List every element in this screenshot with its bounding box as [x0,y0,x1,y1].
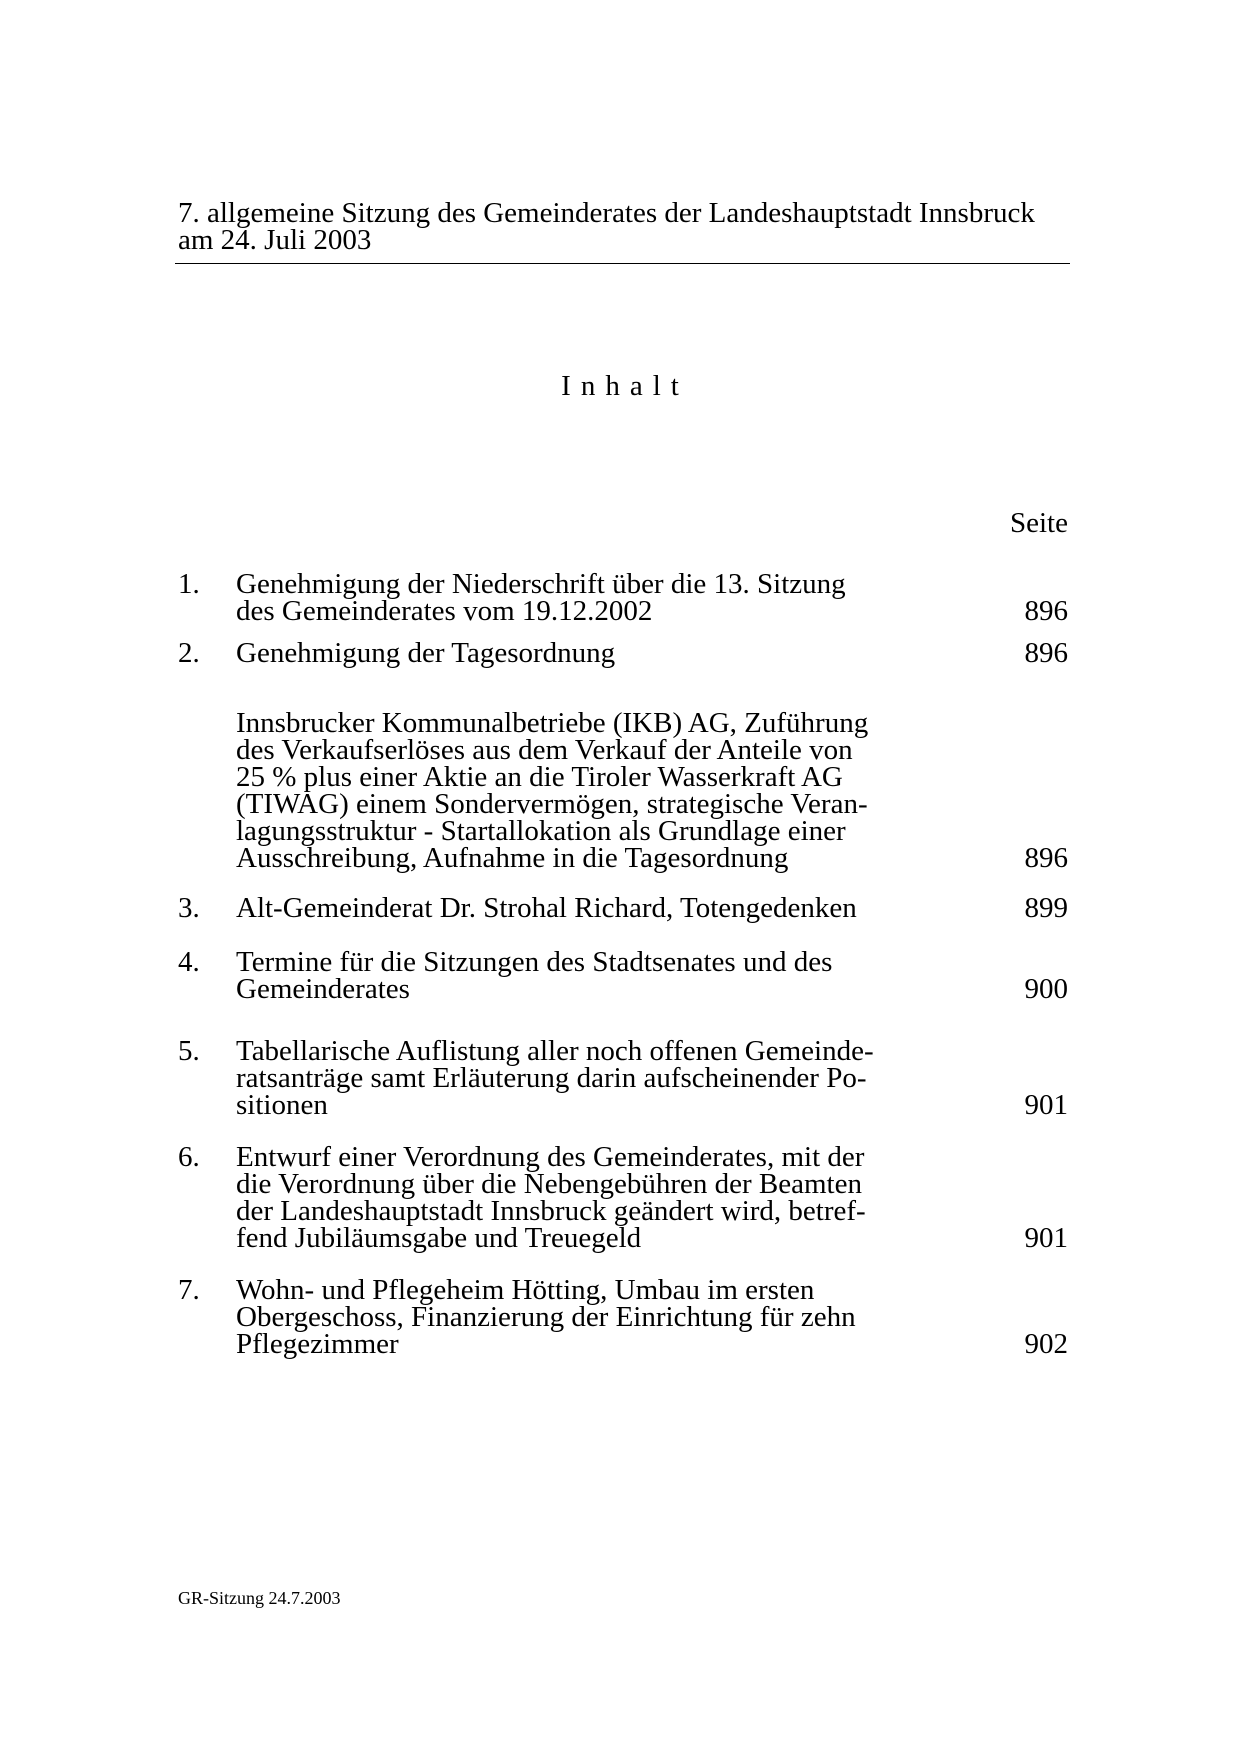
toc-entry-title-line: Wohn- und Pflegeheim Hötting, Umbau im ersten [236,1274,815,1306]
toc-entry-title [236,1035,888,1121]
toc-entry-title [236,892,888,924]
toc-entry-title-line: des Gemeinderates vom 19.12.2002 [236,595,653,627]
toc-entry-number: 4. [178,946,200,978]
toc-entry-page: 896 [1024,595,1068,627]
toc-entry-title-line: (TIWAG) einem Sondervermögen, strategische Veran- [236,788,868,820]
toc-entry-title-line: Gemeinderates [236,973,410,1005]
toc-entry-title-line: ratsanträge samt Erläuterung darin aufscheinender Po- [236,1062,867,1094]
page-footer: GR-Sitzung 24.7.2003 [178,1588,341,1608]
toc-entry-number: 2. [178,637,200,669]
toc-entry-title-line: Genehmigung der Niederschrift über die 13. Sitzung [236,568,846,600]
toc-entry-number: 6. [178,1141,200,1173]
toc-entry-title [236,946,888,1005]
toc-entry-title-line: Ausschreibung, Aufnahme in die Tagesordnung [236,842,789,874]
toc-entry-title-line: Pflegezimmer [236,1328,399,1360]
toc-entry-page: 901 [1024,1222,1068,1254]
document-header [178,197,1068,256]
toc-entry-title-line: Innsbrucker Kommunalbetriebe (IKB) AG, Zuführung [236,707,869,739]
toc-entry-title-line: Termine für die Sitzungen des Stadtsenates und des [236,946,833,978]
toc-entry-page: 900 [1024,973,1068,1005]
toc-entry-page: 901 [1024,1089,1068,1121]
toc-entry-title [236,1141,888,1254]
toc-entry-number: 3. [178,892,200,924]
toc-entry-number: 7. [178,1274,200,1306]
toc-entry-title [236,1274,888,1360]
toc-entry-title-line: Obergeschoss, Finanzierung der Einrichtung für zehn [236,1301,856,1333]
toc-entry-title-line: fend Jubiläumsgabe und Treuegeld [236,1222,642,1254]
header-line-2: am 24. Juli 2003 [178,224,372,256]
toc-entry-title-line: 25 % plus einer Aktie an die Tiroler Wasserkraft AG [236,761,843,793]
toc-entry-title-line: Entwurf einer Verordnung des Gemeinderates, mit der [236,1141,865,1173]
toc-entry-title [236,637,888,669]
toc-entry-page: 896 [1024,842,1068,874]
toc-entry-title-line: Tabellarische Auflistung aller noch offenen Gemeinde- [236,1035,874,1067]
toc-entry-title-line: sitionen [236,1089,328,1121]
toc-entry-page: 902 [1024,1328,1068,1360]
toc-entry-number: 1. [178,568,200,600]
toc-entry-title-line: Genehmigung der Tagesordnung [236,637,616,669]
header-divider [175,263,1070,264]
toc-entry-page: 899 [1024,892,1068,924]
toc-entry-page: 896 [1024,637,1068,669]
toc-entry-number: 5. [178,1035,200,1067]
toc-entry-title-line: lagungsstruktur - Startallokation als Grundlage einer [236,815,846,847]
toc-entry-title-line: Alt-Gemeinderat Dr. Strohal Richard, Totengedenken [236,892,857,924]
toc-entry-title-line: der Landeshauptstadt Innsbruck geändert wird, betref- [236,1195,866,1227]
toc-entry-title [236,568,888,627]
header-line-1: 7. allgemeine Sitzung des Gemeinderates der Landeshauptstadt Innsbruck [178,197,1035,229]
toc-entry-title-line: des Verkaufserlöses aus dem Verkauf der Anteile von [236,734,853,766]
toc-entry-title [236,707,888,874]
toc-title: Inhalt [561,370,689,402]
toc-entry-title-line: die Verordnung über die Nebengebühren der Beamten [236,1168,862,1200]
page-column-label: Seite [1010,507,1068,539]
